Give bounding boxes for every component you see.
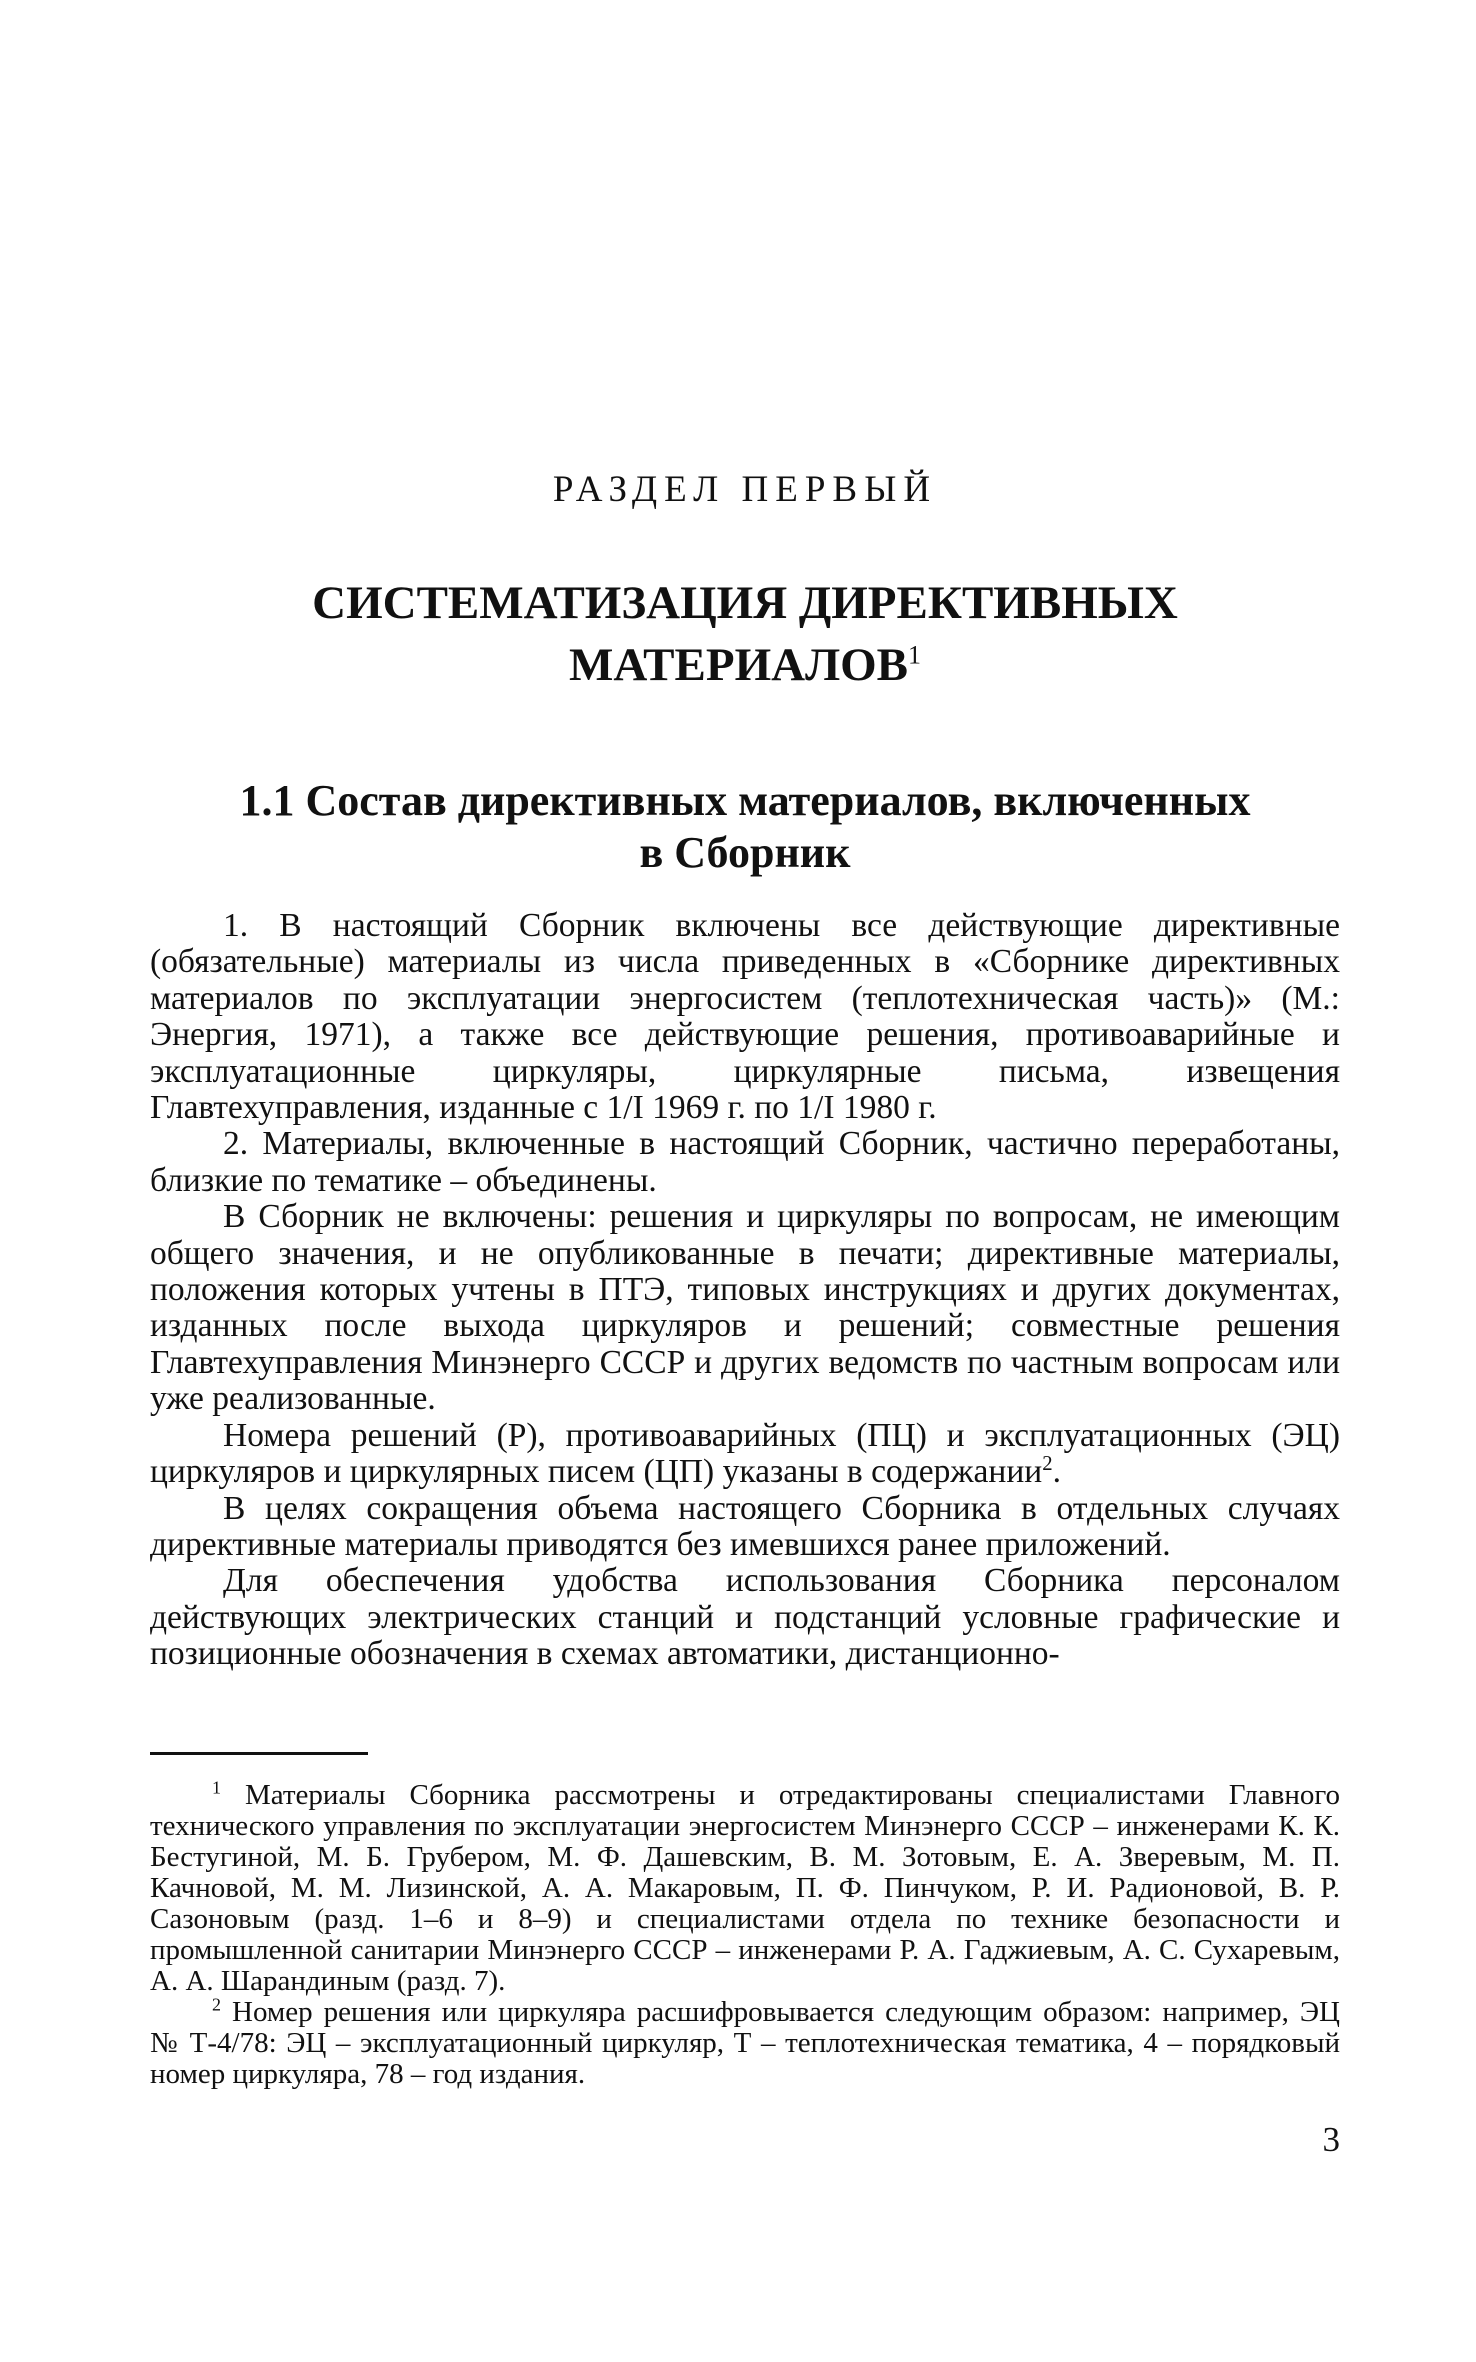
- paragraph-5: В целях сокращения объема настоящего Сборника в отдельных случаях директивные материалы приводятся без имевшихся ранее приложений.: [150, 1489, 1340, 1563]
- footnote-1-text: Материалы Сборника рассмотрены и отредактированы специалистами Главного технического управления по эксплуатации энергосистем Минэнерго СССР – инженерами К. К. Бестугиной, М. Б. Грубером, М. Ф. Дашевским, В. М. Зотовым, Е. А. Зверевым, М. П. Качновой, М. М. Лизинской, А. А. Макаровым, П. Ф. Пинчуком, Р. И. Радионовой, В. Р. Сазоновым (разд. 1–6 и 8–9) и специалистами отдела по технике безопасности и промышленной санитарии Минэнерго СССР – инженерами Р. А. Гаджиевым, А. С. Сухаревым, А. А. Шарандиным (разд. 7).: [150, 1779, 1341, 1997]
- footnote-1: [150, 1777, 1341, 1997]
- subsection-title-line-2: в Сборник: [639, 828, 851, 877]
- page-number: 3: [1322, 2120, 1340, 2159]
- footnote-divider: [150, 1752, 368, 1755]
- document-page: [150, 0, 1340, 2362]
- paragraph-4-tail: .: [1052, 1453, 1061, 1491]
- footnotes: [150, 1777, 1341, 2090]
- paragraph-1: 1. В настоящий Сборник включены все действующие директивные (обязательные) материалы из числа приведенных в «Сборнике директивных материалов по эксплуатации энергосистем (теплотехническая часть)» (М.: Энергия, 1971), а также все действующие решения, противоаварийные и эксплуатационные циркуляры, циркулярные письма, извещения Главтехуправления, изданные с 1/I 1969 г. по 1/I 1980 г.: [150, 907, 1340, 1127]
- paragraph-4: [150, 1418, 1340, 1491]
- footnote-1-ref: 1: [212, 1777, 221, 1798]
- footnote-ref-1: 1: [908, 640, 921, 670]
- section-label: РАЗДЕЛ ПЕРВЫЙ: [552, 469, 938, 510]
- paragraph-6: Для обеспечения удобства использования Сборника персоналом действующих электрических станций и подстанций условные графические и позиционные обозначения в схемах автоматики, дистанционно-: [150, 1562, 1340, 1673]
- paragraph-2: 2. Материалы, включенные в настоящий Сборник, частично переработаны, близкие по тематике – объединены.: [150, 1125, 1340, 1199]
- subsection-title-line-1: 1.1 Состав директивных материалов, включенных: [239, 776, 1251, 825]
- paragraph-3: В Сборник не включены: решения и циркуляры по вопросам, не имеющим общего значения, и не опубликованные в печати; директивные материалы, положения которых учтены в ПТЭ, типовых инструкциях и других документах, изданных после выхода циркуляров и решений; совместные решения Главтехуправления Минэнерго СССР и других ведомств по частным вопросам или уже реализованные.: [150, 1198, 1340, 1418]
- page-title: [150, 572, 1340, 696]
- paragraph-4-text: Номера решений (Р), противоаварийных (ПЦ) и эксплуатационных (ЭЦ) циркуляров и циркулярных писем (ЦП) указаны в содержании: [150, 1416, 1340, 1491]
- page-title-line-1: СИСТЕМАТИЗАЦИЯ ДИРЕКТИВНЫХ: [312, 577, 1178, 629]
- footnote-ref-2: 2: [1042, 1451, 1053, 1475]
- footnote-2: [150, 1994, 1340, 2090]
- footnote-2-text: Номер решения или циркуляра расшифровывается следующим образом: например, ЭЦ № Т-4/78: ЭЦ – эксплуатационный циркуляр, Т – теплотехническая тематика, 4 – порядковый номер циркуляра, 78 – год издания.: [150, 1996, 1340, 2090]
- subsection-title: [150, 775, 1340, 879]
- page-title-line-2: МАТЕРИАЛОВ: [568, 639, 908, 691]
- body-text: [150, 908, 1340, 1673]
- footnote-2-ref: 2: [212, 1994, 221, 2015]
